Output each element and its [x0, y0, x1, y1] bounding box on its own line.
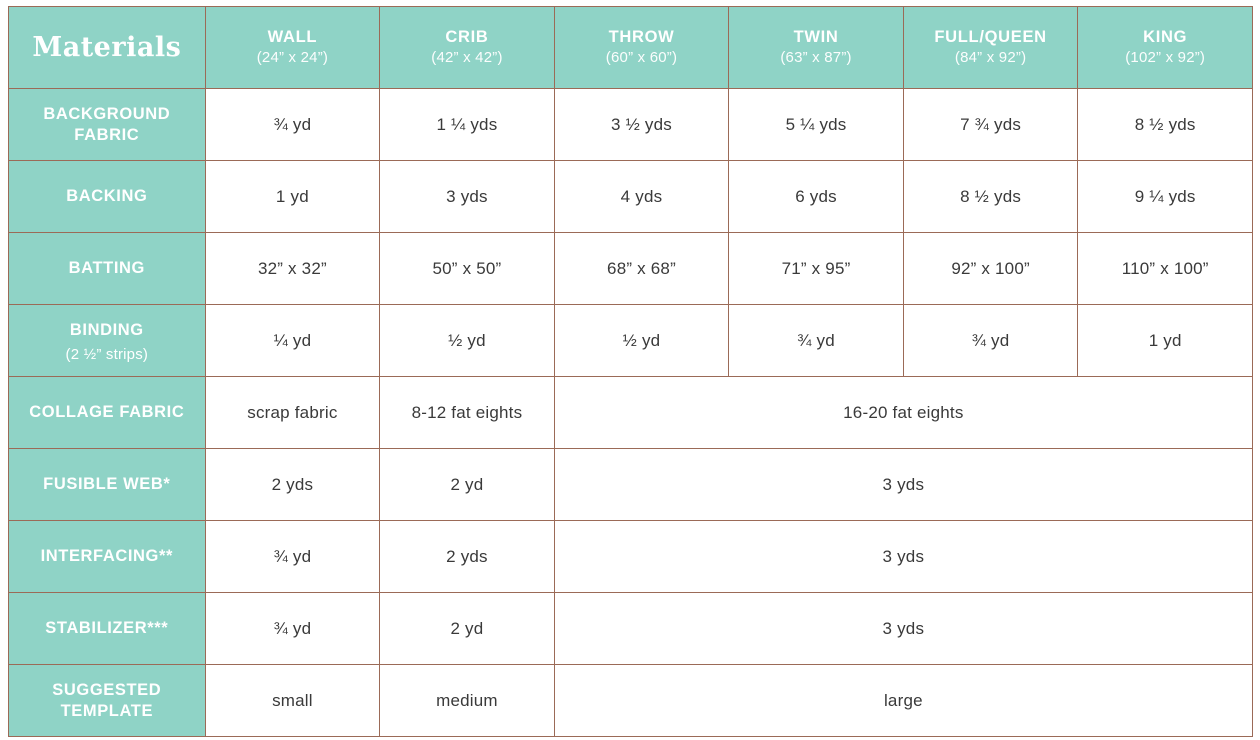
- cell-backing-throw: 4 yds: [554, 161, 729, 233]
- row-label-collage-fabric: [9, 377, 206, 449]
- table-row: [9, 521, 1253, 593]
- table-row: [9, 449, 1253, 521]
- cell-suggested-template-wall: small: [205, 665, 380, 737]
- cell-batting-crib: 50” x 50”: [380, 233, 555, 305]
- column-header-throw-name: THROW: [608, 28, 675, 47]
- table-row: [9, 593, 1253, 665]
- table-row: [9, 377, 1253, 449]
- column-header-wall-dims: (24” x 24”): [256, 49, 329, 67]
- row-label-stabilizer: [9, 593, 206, 665]
- cell-binding-twin: ¾ yd: [729, 305, 904, 377]
- table-row: [9, 305, 1253, 377]
- row-label-collage-fabric-text: COLLAGE FABRIC: [29, 403, 185, 422]
- cell-binding-king: 1 yd: [1078, 305, 1253, 377]
- table-row: [9, 161, 1253, 233]
- column-header-full-queen: [903, 7, 1078, 89]
- row-label-binding: [9, 305, 206, 377]
- cell-batting-full-queen: 92” x 100”: [903, 233, 1078, 305]
- column-header-throw-dims: (60” x 60”): [605, 49, 678, 67]
- row-label-stabilizer-text: STABILIZER***: [45, 619, 169, 638]
- column-header-wall: [205, 7, 380, 89]
- column-header-crib-dims: (42” x 42”): [431, 49, 503, 67]
- cell-batting-wall: 32” x 32”: [205, 233, 380, 305]
- row-label-background-fabric-text: BACKGROUND FABRIC: [43, 104, 171, 144]
- cell-background-fabric-king: 8 ½ yds: [1078, 89, 1253, 161]
- column-header-king-name: KING: [1143, 28, 1188, 47]
- cell-binding-throw: ½ yd: [554, 305, 729, 377]
- cell-stabilizer-crib: 2 yd: [380, 593, 555, 665]
- cell-backing-crib: 3 yds: [380, 161, 555, 233]
- column-header-twin-dims: (63” x 87”): [780, 49, 852, 67]
- header-row: [9, 7, 1253, 89]
- cell-interfacing-throw-to-king: 3 yds: [554, 521, 1252, 593]
- column-header-king-dims: (102” x 92”): [1125, 49, 1206, 67]
- cell-background-fabric-crib: 1 ¼ yds: [380, 89, 555, 161]
- cell-stabilizer-throw-to-king: 3 yds: [554, 593, 1252, 665]
- row-label-suggested-template-text: SUGGESTED TEMPLATE: [52, 680, 162, 720]
- row-label-backing: [9, 161, 206, 233]
- column-header-crib: [380, 7, 555, 89]
- column-header-king: [1078, 7, 1253, 89]
- cell-suggested-template-throw-to-king: large: [554, 665, 1252, 737]
- cell-collage-fabric-crib: 8-12 fat eights: [380, 377, 555, 449]
- row-label-suggested-template: [9, 665, 206, 737]
- cell-backing-full-queen: 8 ½ yds: [903, 161, 1078, 233]
- table-row: [9, 665, 1253, 737]
- cell-background-fabric-full-queen: 7 ¾ yds: [903, 89, 1078, 161]
- row-label-binding-sub: (2 ½” strips): [65, 345, 149, 363]
- cell-fusible-web-wall: 2 yds: [205, 449, 380, 521]
- cell-fusible-web-crib: 2 yd: [380, 449, 555, 521]
- cell-batting-throw: 68” x 68”: [554, 233, 729, 305]
- column-header-throw: [554, 7, 729, 89]
- row-label-batting-text: BATTING: [68, 259, 145, 278]
- cell-backing-king: 9 ¼ yds: [1078, 161, 1253, 233]
- row-label-interfacing: [9, 521, 206, 593]
- table-row: [9, 233, 1253, 305]
- row-label-batting: [9, 233, 206, 305]
- table-row: [9, 89, 1253, 161]
- column-header-crib-name: CRIB: [445, 28, 489, 47]
- table-body: [9, 89, 1253, 737]
- cell-batting-king: 110” x 100”: [1078, 233, 1253, 305]
- cell-binding-wall: ¼ yd: [205, 305, 380, 377]
- cell-stabilizer-wall: ¾ yd: [205, 593, 380, 665]
- cell-backing-twin: 6 yds: [729, 161, 904, 233]
- column-header-twin-name: TWIN: [793, 28, 839, 47]
- cell-interfacing-wall: ¾ yd: [205, 521, 380, 593]
- column-header-full-queen-dims: (84” x 92”): [954, 49, 1027, 67]
- cell-fusible-web-throw-to-king: 3 yds: [554, 449, 1252, 521]
- cell-collage-fabric-wall: scrap fabric: [205, 377, 380, 449]
- row-label-fusible-web-text: FUSIBLE WEB*: [43, 475, 171, 494]
- cell-background-fabric-throw: 3 ½ yds: [554, 89, 729, 161]
- cell-backing-wall: 1 yd: [205, 161, 380, 233]
- cell-collage-fabric-throw-to-king: 16-20 fat eights: [554, 377, 1252, 449]
- table-header: [9, 7, 1253, 89]
- row-label-binding-text: BINDING: [69, 321, 144, 340]
- column-header-full-queen-name: FULL/QUEEN: [934, 28, 1047, 47]
- cell-suggested-template-crib: medium: [380, 665, 555, 737]
- column-header-twin: [729, 7, 904, 89]
- cell-binding-crib: ½ yd: [380, 305, 555, 377]
- row-label-background-fabric: [9, 89, 206, 161]
- cell-interfacing-crib: 2 yds: [380, 521, 555, 593]
- cell-binding-full-queen: ¾ yd: [903, 305, 1078, 377]
- cell-background-fabric-wall: ¾ yd: [205, 89, 380, 161]
- row-label-backing-text: BACKING: [66, 187, 148, 206]
- row-label-interfacing-text: INTERFACING**: [40, 547, 174, 566]
- corner-title-cell: [9, 7, 206, 89]
- column-header-wall-name: WALL: [267, 28, 318, 47]
- cell-batting-twin: 71” x 95”: [729, 233, 904, 305]
- table-title: Materials: [32, 31, 182, 63]
- materials-table: [8, 6, 1253, 737]
- row-label-fusible-web: [9, 449, 206, 521]
- cell-background-fabric-twin: 5 ¼ yds: [729, 89, 904, 161]
